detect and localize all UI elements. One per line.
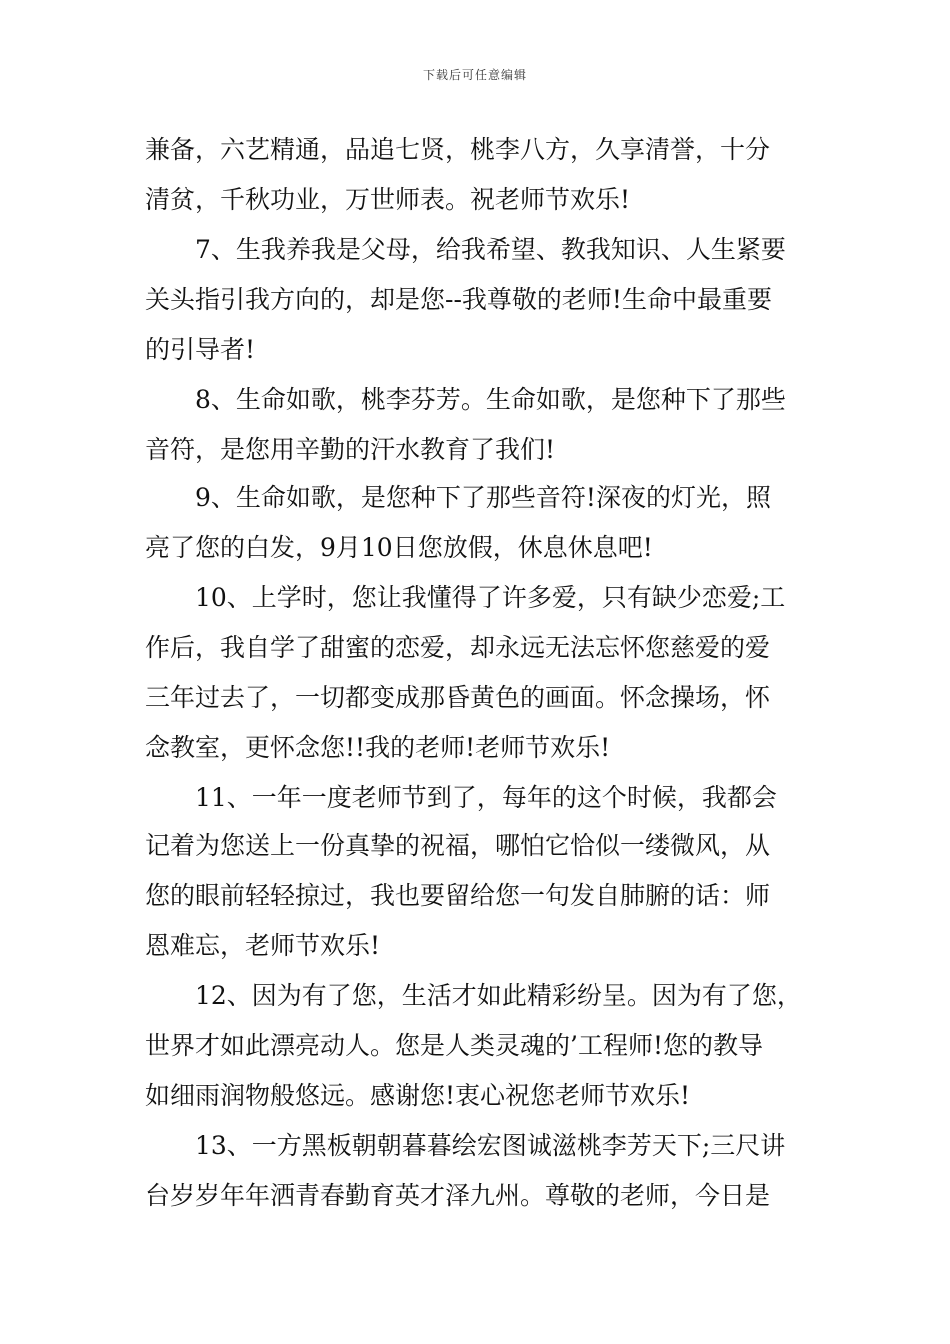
text-line: 的引导者!: [145, 335, 256, 364]
text-line: 音符，是您用辛勤的汗水教育了我们!: [145, 435, 556, 464]
paragraph-start-line: 11、一年一度老师节到了，每年的这个时候，我都会: [195, 783, 777, 812]
text-line: 恩难忘，老师节欢乐!: [145, 931, 381, 960]
text-line: 亮了您的白发，9月10日您放假，休息休息吧!: [145, 533, 653, 562]
text-line: 清贫，千秋功业，万世师表。祝老师节欢乐!: [145, 185, 631, 214]
text-line: 兼备，六艺精通，品追七贤，桃李八方，久享清誉，十分: [145, 135, 771, 164]
paragraph-start-line: 8、生命如歌，桃李芬芳。生命如歌，是您种下了那些: [195, 385, 786, 414]
page-header-note: 下载后可任意编辑: [422, 68, 527, 82]
text-line: 您的眼前轻轻掠过，我也要留给您一句发自肺腑的话：师: [145, 881, 771, 910]
text-line: 记着为您送上一份真挚的祝福，哪怕它恰似一缕微风，从: [145, 831, 771, 860]
text-line: 关头指引我方向的，却是您--我尊敬的老师!生命中最重要: [145, 285, 772, 314]
text-line: 世界才如此漂亮动人。您是人类灵魂的’工程师!您的教导: [145, 1031, 763, 1060]
text-line: 三年过去了，一切都变成那昏黄色的画面。怀念操场，怀: [145, 683, 771, 712]
paragraph-start-line: 13、一方黑板朝朝暮暮绘宏图诚滋桃李芳天下;三尺讲: [195, 1131, 786, 1160]
paragraph-start-line: 10、上学时，您让我懂得了许多爱，只有缺少恋爱;工: [195, 583, 786, 612]
paragraph-start-line: 7、生我养我是父母，给我希望、教我知识、人生紧要: [195, 235, 786, 264]
text-line: 作后，我自学了甜蜜的恋爱，却永远无法忘怀您慈爱的爱: [145, 633, 771, 662]
text-line: 如细雨润物般悠远。感谢您!衷心祝您老师节欢乐!: [145, 1081, 691, 1110]
text-line: 念教室，更怀念您!!我的老师!老师节欢乐!: [145, 733, 611, 762]
text-line: 台岁岁年年洒青春勤育英才泽九州。尊敬的老师，今日是: [145, 1181, 771, 1210]
paragraph-start-line: 9、生命如歌，是您种下了那些音符!深夜的灯光，照: [195, 483, 771, 512]
paragraph-start-line: 12、因为有了您，生活才如此精彩纷呈。因为有了您，: [195, 981, 802, 1010]
